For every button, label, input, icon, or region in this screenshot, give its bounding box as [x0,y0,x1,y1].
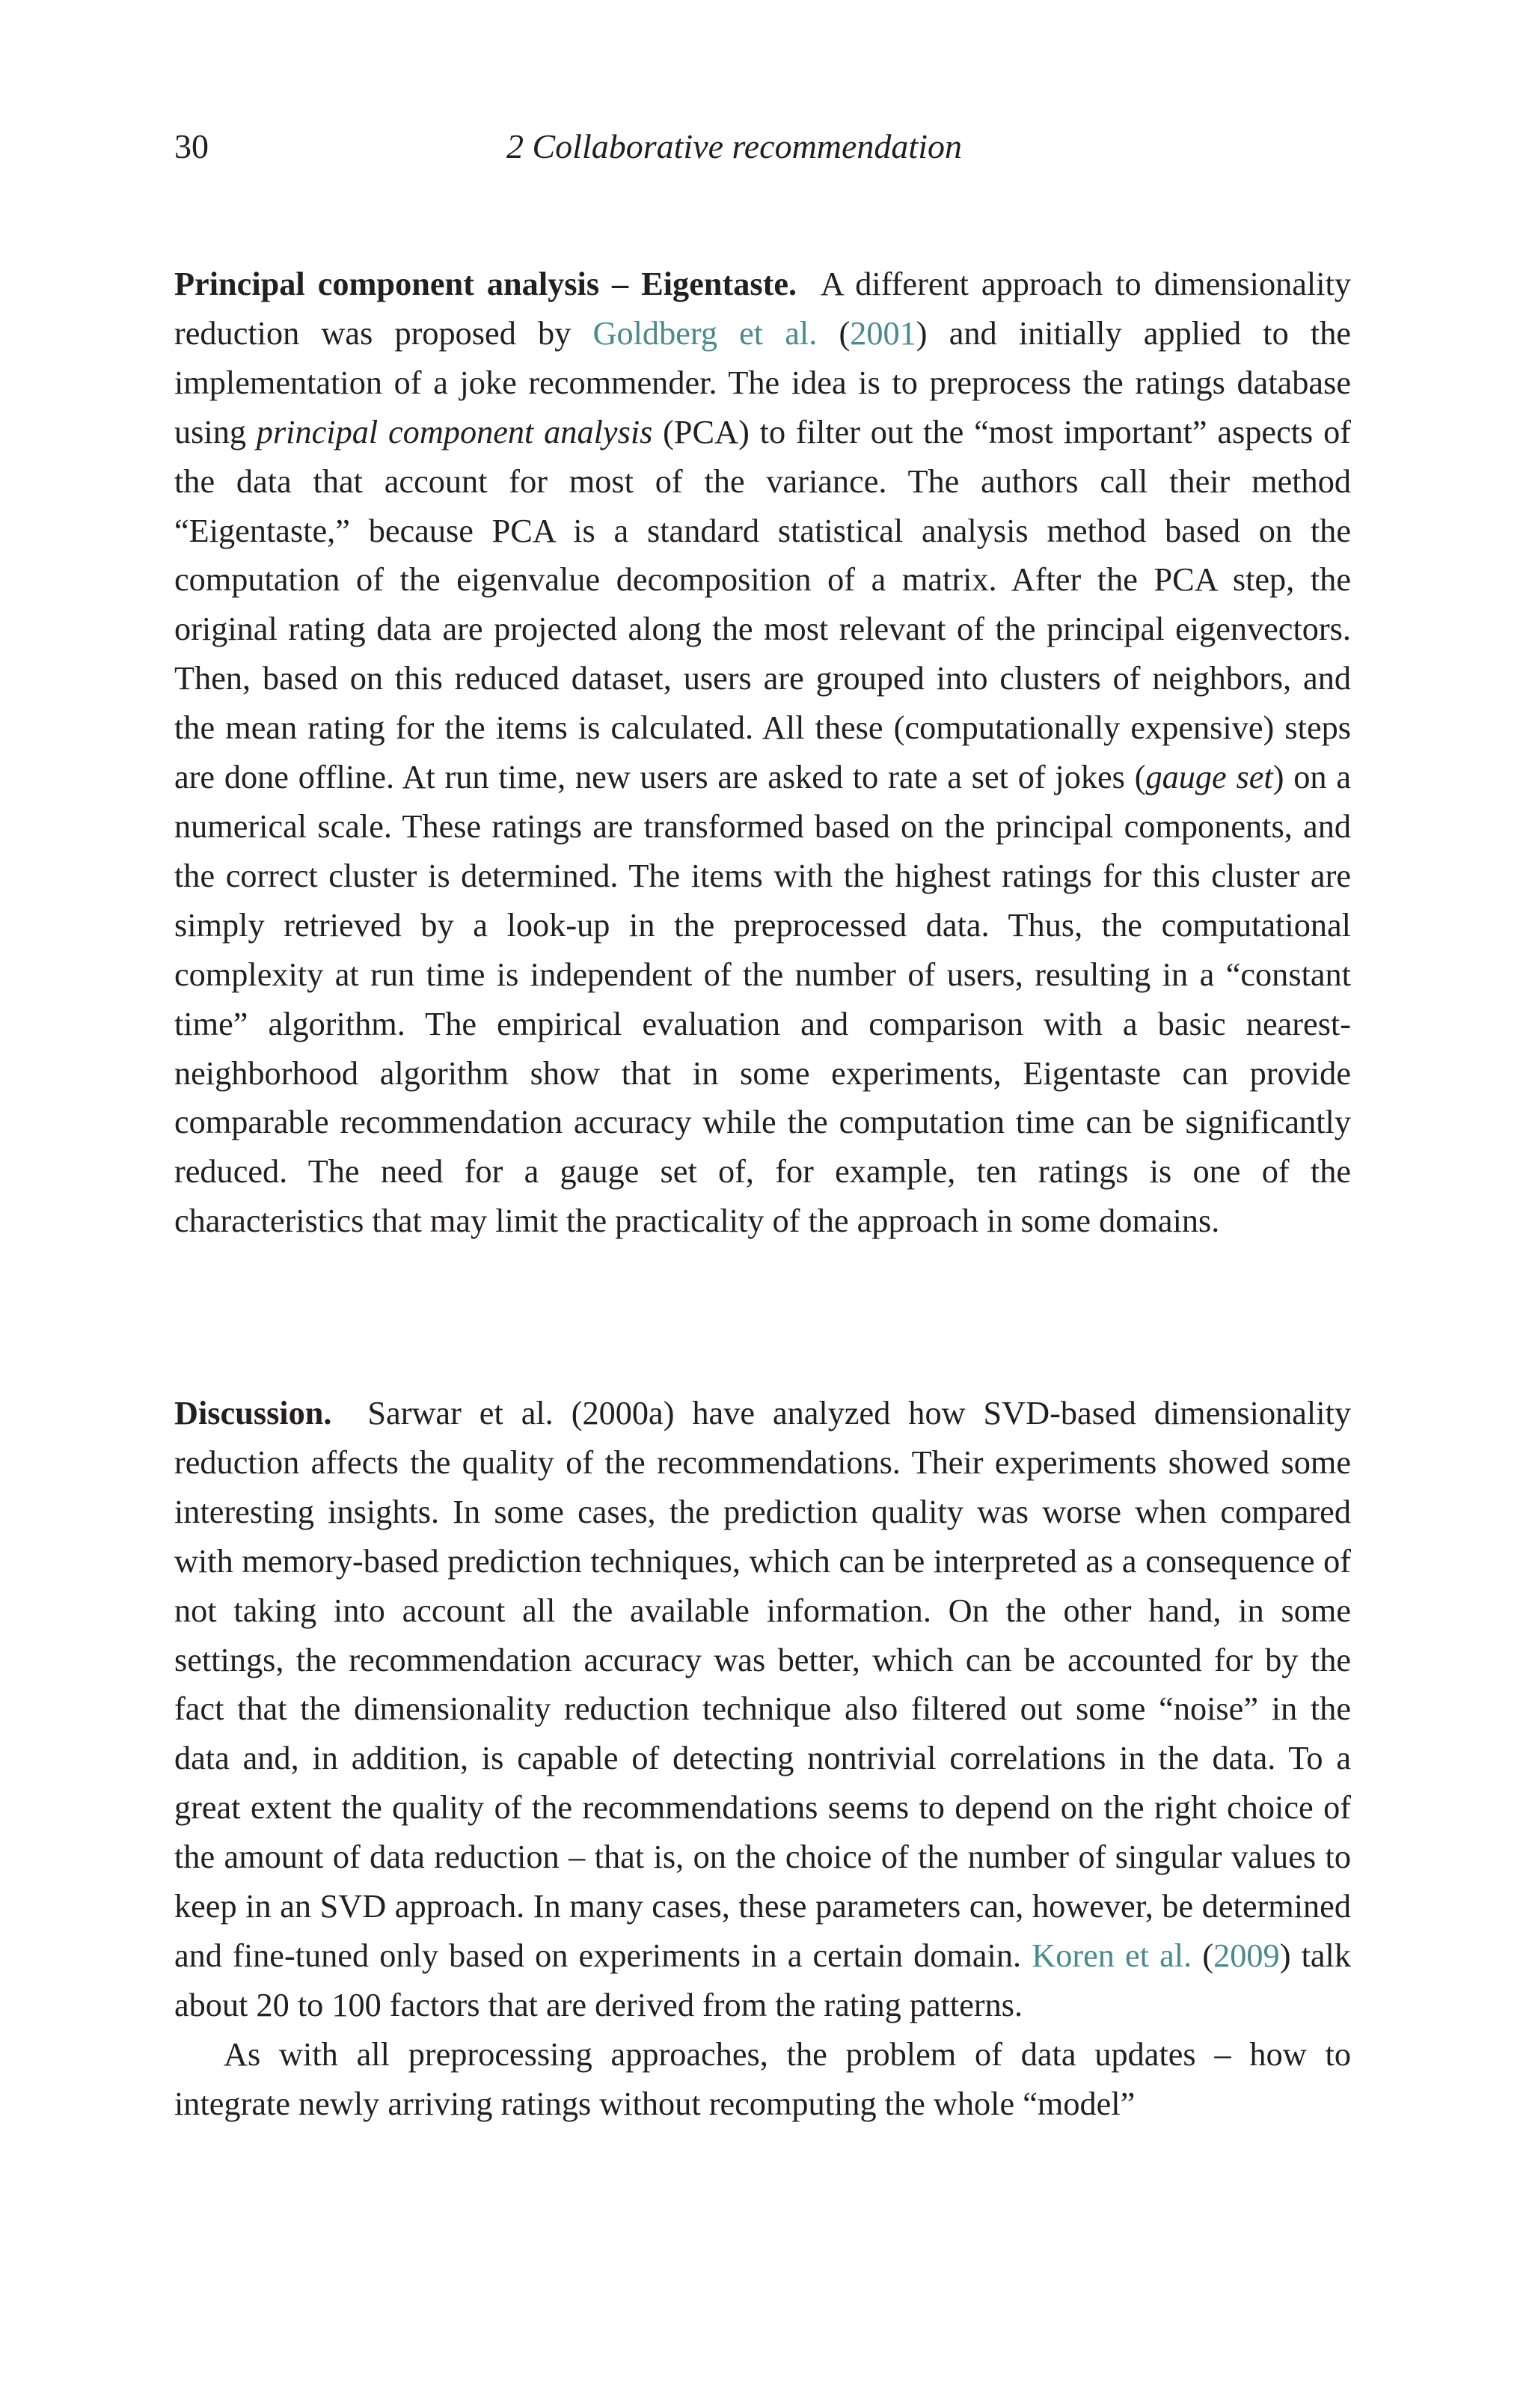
cite-close-paren-2: ) [1279,1937,1291,1974]
pca-section [174,260,1351,1246]
term-gauge-set: gauge set [1145,759,1273,796]
discussion-section [174,1389,1351,2129]
cite-open-paren: ( [839,314,851,352]
preprocessing-paragraph: As with all preprocessing approaches, the problem of data updates – how to integrate newly arriving ratings without recomputing the whole “model” [174,2035,1351,2122]
pca-text-3: (PCA) to filter out the “most important” aspects of the data that account for most of the variance. The authors call their method “Eigentaste,” because PCA is a standard statistical analysis method based on the computation of the eigenvalue decomposition of a matrix. After the PCA step, the original rating data are projected along the most relevant of the principal eigenvectors. Then, based on this reduced dataset, users are grouped into clusters of neighbors, and the mean rating for the items is calculated. All these (computationally expensive) steps are done offline. At run time, new users are asked to rate a set of jokes ( [174,413,1351,796]
discussion-paragraph [174,1389,1351,2030]
citation-year-link-2001[interactable]: 2001 [850,314,916,352]
pca-text-2: and initially applied to the implementation of a joke recommender. The idea is to preprocess the ratings database using [174,314,1352,450]
citation-link-goldberg[interactable]: Goldberg et al. [592,314,818,352]
pca-text-1: A different approach to dimensionality reduction was proposed by [174,266,1351,352]
discussion-text-1: Sarwar et al. (2000a) have analyzed how SVD-based dimensionality reduction affects the quality of the recommendations. Their experiments showed some interesting insights. In some cases, the prediction quality was worse when compared with memory-based prediction techniques, which can be interpreted as a consequence of not taking into account all the available information. On the other hand, in some settings, the recommendation accuracy was better, which can be accounted for by the fact that the dimensionality reduction technique also filtered out some “noise” in the data and, in addition, is capable of detecting nontrivial correlations in the data. To a great extent the quality of the recommendations seems to depend on the right choice of the amount of data reduction – that is, on the choice of the number of singular values to keep in an SVD approach. In many cases, these parameters can, however, be determined and fine-tuned only based on experiments in a certain domain. [174,1395,1351,1974]
pca-paragraph [174,260,1351,1246]
running-head: 2 Collaborative recommendation [506,127,962,165]
citation-link-koren[interactable]: Koren et al. [1032,1937,1192,1974]
cite-close-paren: ) [916,314,928,352]
discussion-heading: Discussion. [174,1395,332,1431]
discussion-text-2: talk about 20 to 100 factors that are derived from the rating patterns. [174,1937,1352,2023]
term-principal-component-analysis: principal component analysis [256,413,653,450]
pca-heading: Principal component analysis – Eigentaste. [174,266,797,302]
pca-text-4: ) on a numerical scale. These ratings are transformed based on the principal components, and the correct cluster is determined. The items with the highest ratings for this cluster are simply retrieved by a look-up in the preprocessed data. Thus, the computational complexity at run time is independent of the number of users, resulting in a “constant time” algorithm. The empirical evaluation and comparison with a basic nearest-neighborhood algorithm show that in some experiments, Eigentaste can provide comparable recommendation accuracy while the computation time can be significantly reduced. The need for a gauge set of, for example, ten ratings is one of the characteristics that may limit the practicality of the approach in some domains. [174,759,1351,1240]
citation-year-link-2009[interactable]: 2009 [1213,1937,1280,1974]
page-number: 30 [174,127,209,165]
cite-open-paren-2: ( [1202,1937,1214,1974]
